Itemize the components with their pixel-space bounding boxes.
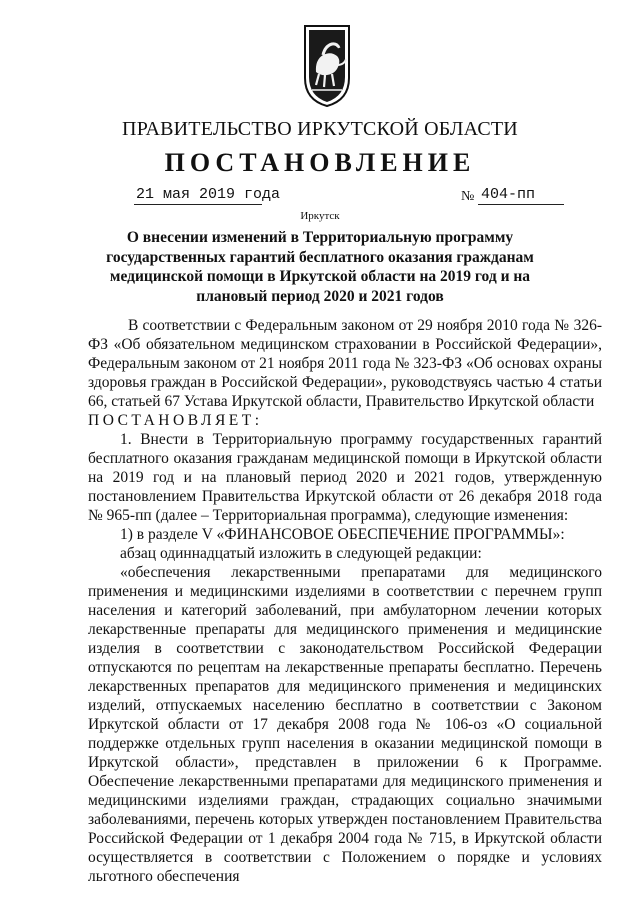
document-number: 404-пп — [481, 186, 536, 203]
document-date: 21 мая 2019 года — [136, 186, 281, 203]
subitem-1-intro: абзац одиннадцатый изложить в следующей редакции: — [120, 545, 482, 562]
number-underline — [478, 204, 564, 205]
document-title: О внесении изменений в Территориальную программу государственных гарантий бесплатного оказания гражданам медицинской помощи в Иркутской области на 2019 год и на плановый период 2020 и 2021 годов — [106, 229, 534, 305]
date-underline — [134, 204, 262, 205]
item-1-paragraph: 1. Внести в Территориальную программу государственных гарантий бесплатного оказания гражданам медицинской помощи в Иркутской области на 2019 год и на плановый период 2020 и 2021 годов, утвержденную постановлением Правительства Иркутской области от 26 декабря 2018 года № 965-пп (далее – Территориальная программа), следующие изменения: — [88, 431, 602, 524]
preamble-paragraph: В соответствии с Федеральным законом от 29 ноября 2010 года № 326-ФЗ «Об обязательном медицинском страховании в Российской Федерации», Федеральным законом от 21 ноября 2011 года № 323-ФЗ «Об основах охраны здоровья граждан в Российской Федерации», руководствуясь частью 4 статьи 66, статьей 67 Устава Иркутской области, Правительство Иркутской области — [88, 317, 602, 410]
decree-word: ПОСТАНОВЛЯЕТ: — [88, 412, 263, 429]
number-sign: № — [461, 189, 475, 204]
subitem-1-paragraph: 1) в разделе V «ФИНАНСОВОЕ ОБЕСПЕЧЕНИЕ ПРОГРАММЫ»: — [120, 526, 565, 543]
document-type: ПОСТАНОВЛЕНИЕ — [164, 148, 476, 177]
city-name: Иркутск — [300, 210, 340, 222]
government-name: ПРАВИТЕЛЬСТВО ИРКУТСКОЙ ОБЛАСТИ — [122, 118, 518, 140]
quoted-amendment-paragraph: «обеспечения лекарственными препаратами для медицинского применения и медицинскими изделиями в соответствии с перечнем групп населения и категорий заболеваний, при амбулаторном лечении которых лекарственные препараты для медицинского применения и медицинские изделия в соответствии с законодательством Российской Федерации отпускаются по рецептам на лекарственные препараты бесплатно. Перечень лекарственных препаратов для медицинского применения и медицинских изделий, отпускаемых населению бесплатно в соответствии с Законом Иркутской области от 17 декабря 2008 года № 106-оз «О социальной поддержке отдельных групп населения в оказании медицинской помощи в Иркутской области», представлен в приложении 6 к Программе. Обеспечение лекарственными препаратами для медицинского применения и медицинскими изделиями граждан, страдающих социально значимыми заболеваниями, перечень которых утвержден постановлением Правительства Российской Федерации от 1 декабря 2004 года № 715, в Иркутской области осуществляется в соответствии с Положением о порядке и условиях льготного обеспечения — [88, 564, 602, 885]
document-body — [88, 316, 602, 886]
irkutsk-coat-of-arms-icon — [301, 22, 353, 108]
